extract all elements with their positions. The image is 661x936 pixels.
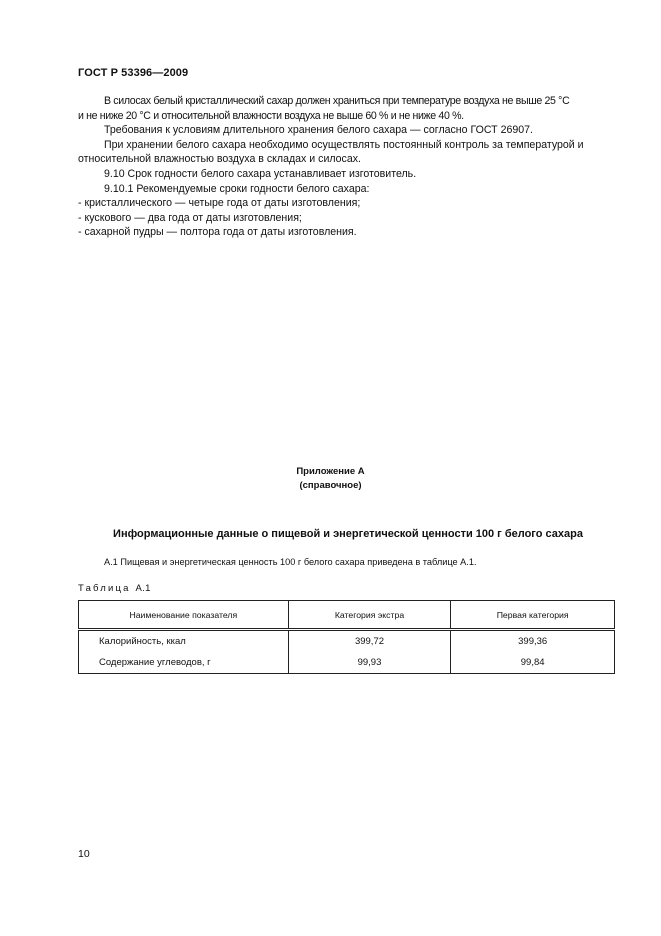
table-header-cell: Категория экстра bbox=[288, 601, 451, 630]
clause-9-10-1: 9.10.1 Рекомендуемые сроки годности белого сахара: bbox=[104, 182, 370, 195]
nutrition-table bbox=[78, 600, 615, 674]
table-cell: 399,72 bbox=[288, 630, 451, 653]
table-cell: 99,93 bbox=[288, 652, 451, 674]
list-item: - кускового — два года от даты изготовления; bbox=[78, 211, 302, 224]
appendix-heading bbox=[0, 465, 661, 493]
paragraph-control-line2: относительной влажностью воздуха в складах и силосах. bbox=[78, 153, 361, 166]
table-cell: Содержание углеводов, г bbox=[79, 652, 289, 674]
paragraph-silo-line1: В силосах белый кристаллический сахар должен храниться при температуре воздуха не выше 25 °С bbox=[104, 95, 570, 107]
table-cell: 99,84 bbox=[451, 652, 615, 674]
table-row bbox=[79, 630, 615, 653]
appendix-label: Приложение А bbox=[296, 466, 365, 477]
appendix-title: Информационные данные о пищевой и энергетической ценности 100 г белого сахара bbox=[113, 528, 583, 540]
appendix-paragraph: А.1 Пищевая и энергетическая ценность 100 г белого сахара приведена в таблице А.1. bbox=[104, 557, 477, 567]
paragraph-silo-line2: и не ниже 20 °С и относительной влажности воздуха не выше 60 % и не ниже 40 %. bbox=[78, 109, 464, 122]
table-cell: Калорийность, ккал bbox=[79, 630, 289, 653]
standard-header: ГОСТ Р 53396—2009 bbox=[78, 67, 189, 79]
list-item: - кристаллического — четыре года от даты изготовления; bbox=[78, 197, 361, 210]
table-row bbox=[79, 652, 615, 674]
body-text bbox=[78, 94, 618, 240]
appendix-kind: (справочное) bbox=[299, 480, 362, 491]
table-cell: 399,36 bbox=[451, 630, 615, 653]
page-number: 10 bbox=[78, 848, 90, 860]
list-item: - сахарной пудры — полтора года от даты изготовления. bbox=[78, 226, 357, 239]
table-header-cell: Наименование показателя bbox=[79, 601, 289, 630]
table-caption bbox=[78, 583, 151, 594]
table-caption-number: А.1 bbox=[135, 583, 151, 594]
clause-9-10: 9.10 Срок годности белого сахара устанавливает изготовитель. bbox=[104, 167, 417, 180]
paragraph-long-storage: Требования к условиям длительного хранения белого сахара — согласно ГОСТ 26907. bbox=[104, 124, 533, 137]
table-header-cell: Первая категория bbox=[451, 601, 615, 630]
table-header-row bbox=[79, 601, 615, 630]
paragraph-control-line1: При хранении белого сахара необходимо осуществлять постоянный контроль за температурой и bbox=[104, 138, 584, 151]
table-caption-word: Таблица bbox=[78, 583, 131, 594]
